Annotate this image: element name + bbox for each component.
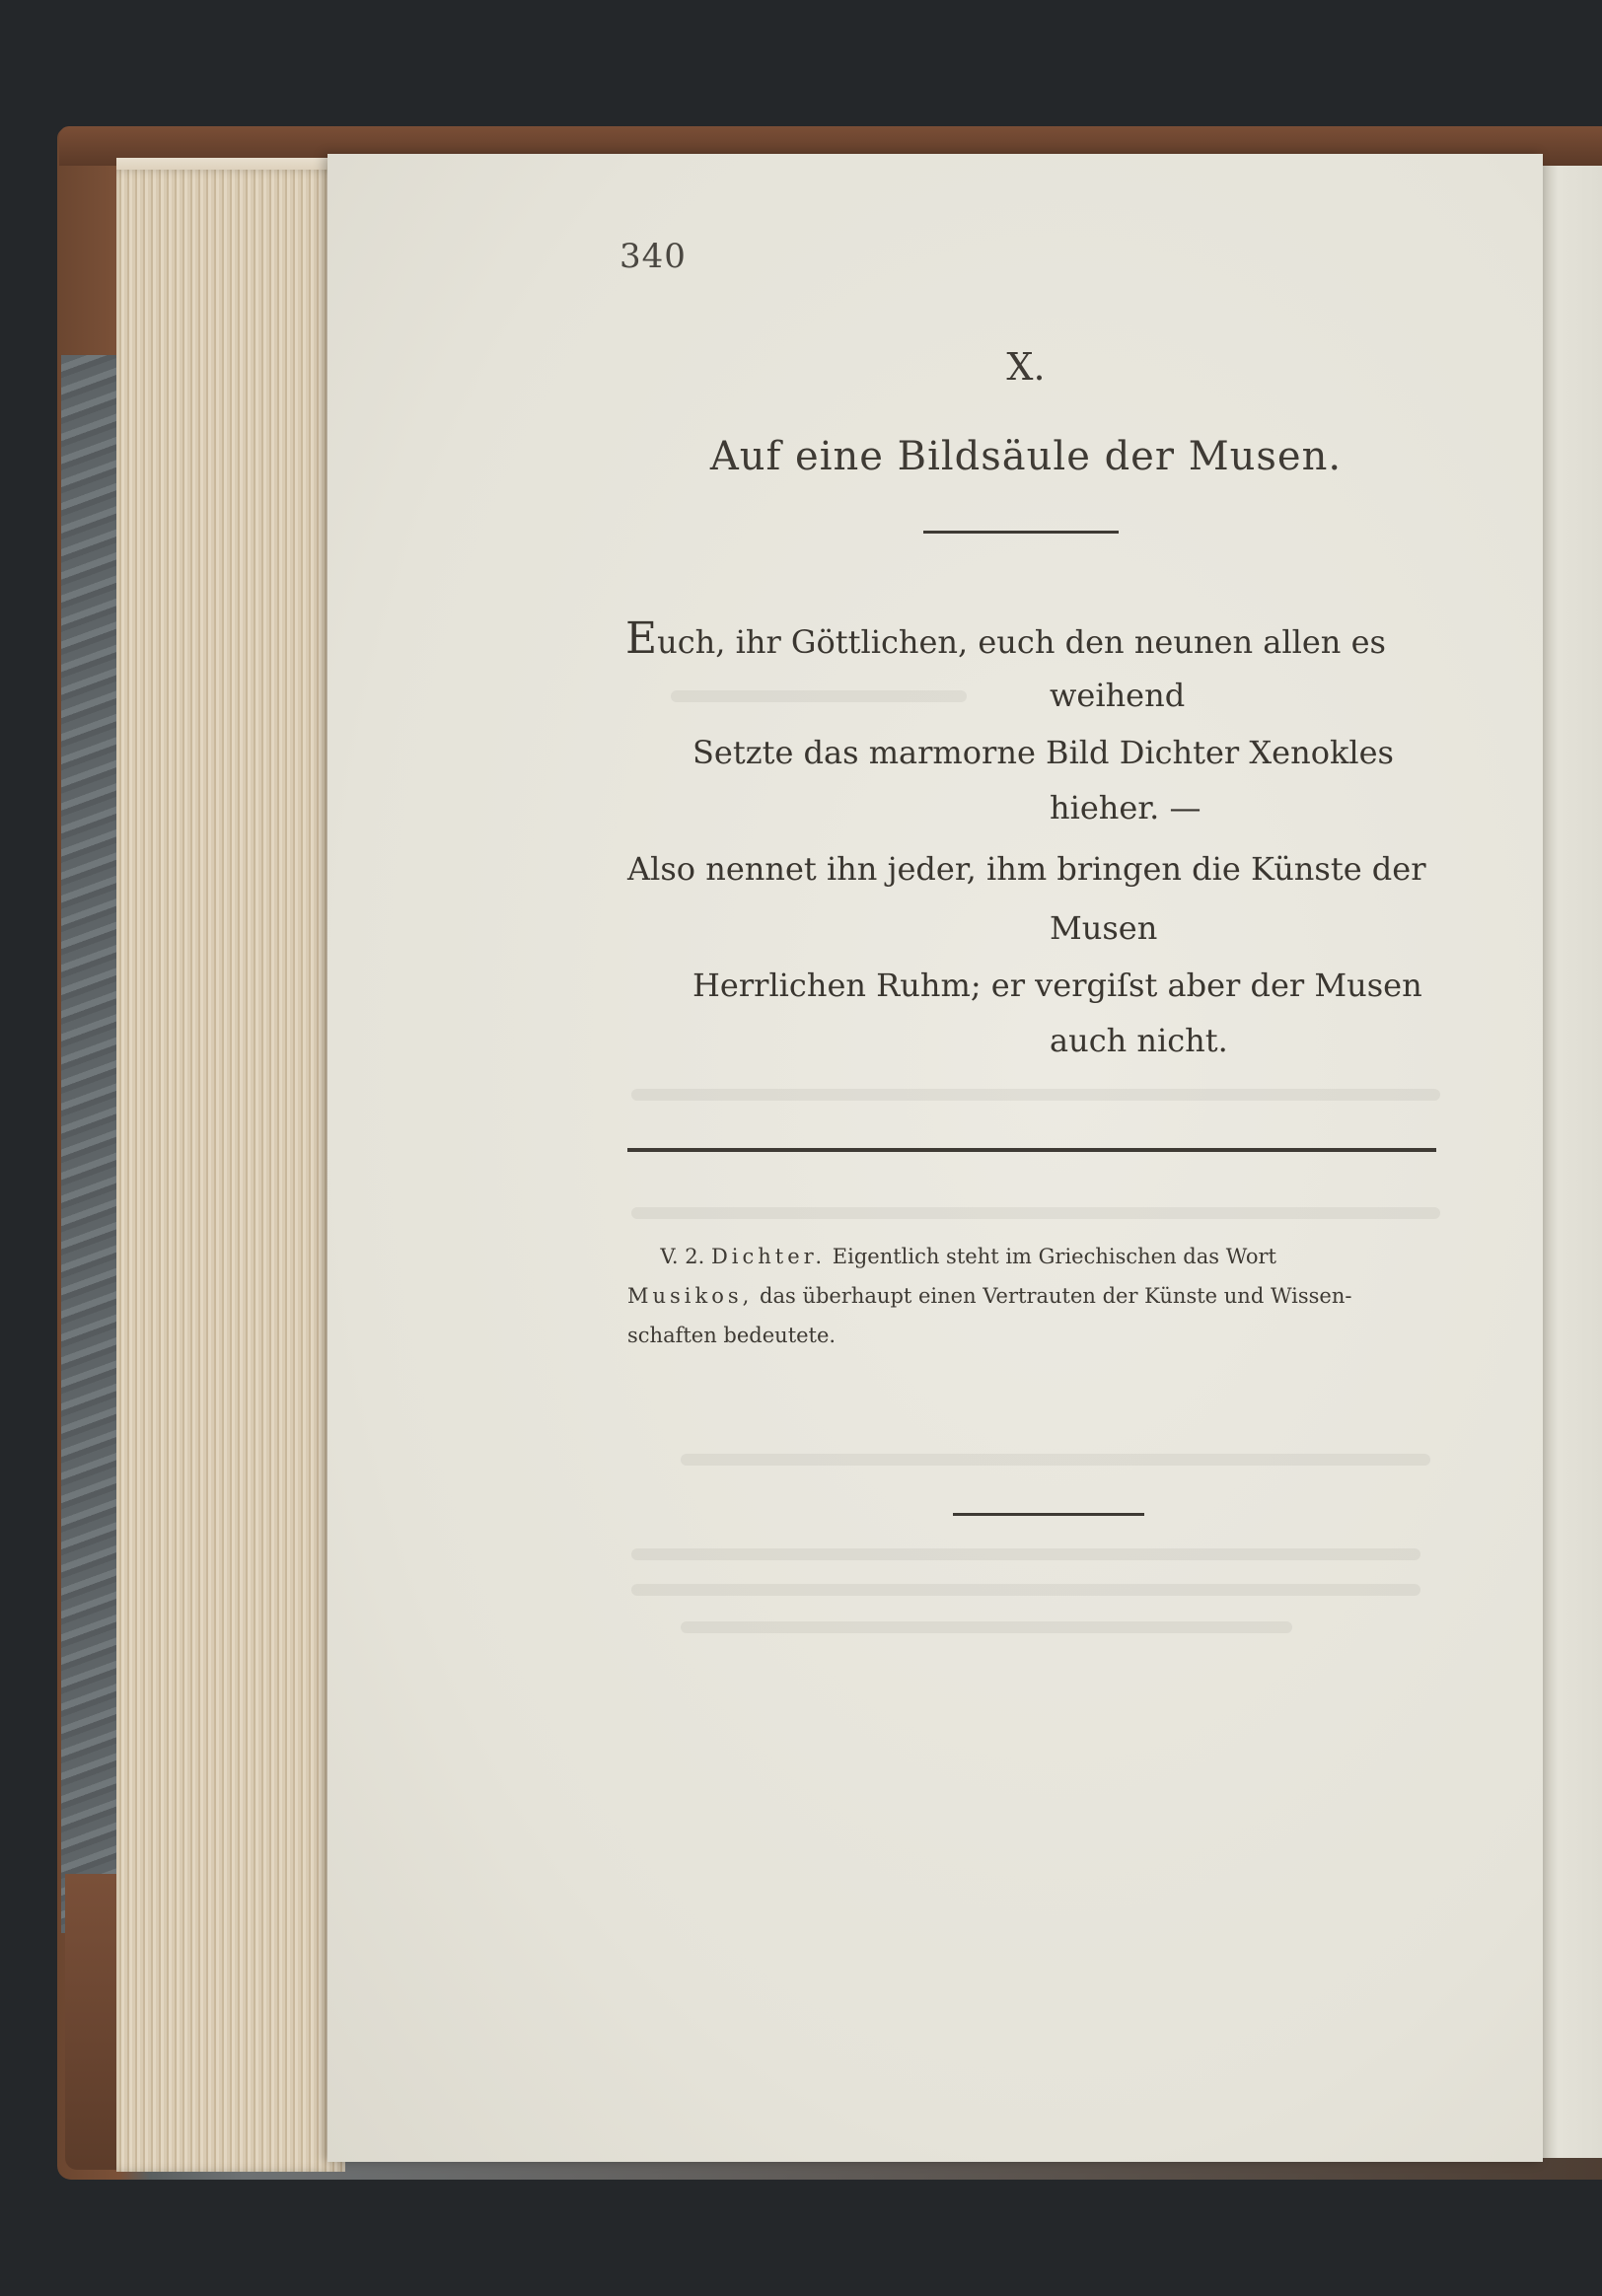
poem-title: Auf eine Bildsäule der Musen.	[709, 434, 1343, 479]
page-number: 340	[619, 237, 687, 276]
page-block-edge	[116, 170, 345, 2172]
verse-line: auch nicht.	[1050, 1022, 1228, 1059]
show-through-text	[631, 1089, 1440, 1101]
verse-line: Musen	[1050, 909, 1158, 947]
show-through-text	[671, 690, 967, 702]
show-through-text	[681, 1621, 1292, 1633]
show-through-text	[631, 1584, 1420, 1596]
footnote-line: V. 2. Dichter. Eigentlich steht im Griechischen das Wort	[660, 1245, 1276, 1268]
initial-letter: E	[625, 613, 658, 664]
show-through-text	[631, 1207, 1440, 1219]
verse-line: Herrlichen Ruhm; er vergiſst aber der Musen	[692, 967, 1422, 1004]
chapter-number: X.	[1006, 345, 1046, 389]
title-rule	[923, 531, 1119, 534]
footnote	[627, 1237, 1438, 1355]
facing-page-edge	[1539, 166, 1602, 2158]
footnote-rule	[627, 1148, 1436, 1152]
cover-marbled-board	[61, 355, 120, 1933]
end-rule	[953, 1513, 1144, 1516]
footnote-line: Musikos, das überhaupt einen Vertrauten der Künste und Wissen-	[627, 1284, 1352, 1308]
show-through-text	[631, 1548, 1420, 1560]
show-through-text	[681, 1454, 1430, 1466]
verse-line: hieher. —	[1050, 789, 1202, 826]
verse-line: weihend	[1050, 677, 1186, 714]
cover-leather-corner	[65, 1874, 124, 2170]
verse-line: Also nennet ihn jeder, ihm bringen die Künste der	[627, 850, 1426, 888]
verse-line: Euch, ihr Göttlichen, euch den neunen allen es	[625, 613, 1386, 664]
footnote-line: schaften bedeutete.	[627, 1324, 837, 1347]
verse-line: Setzte das marmorne Bild Dichter Xenokles	[692, 734, 1394, 771]
